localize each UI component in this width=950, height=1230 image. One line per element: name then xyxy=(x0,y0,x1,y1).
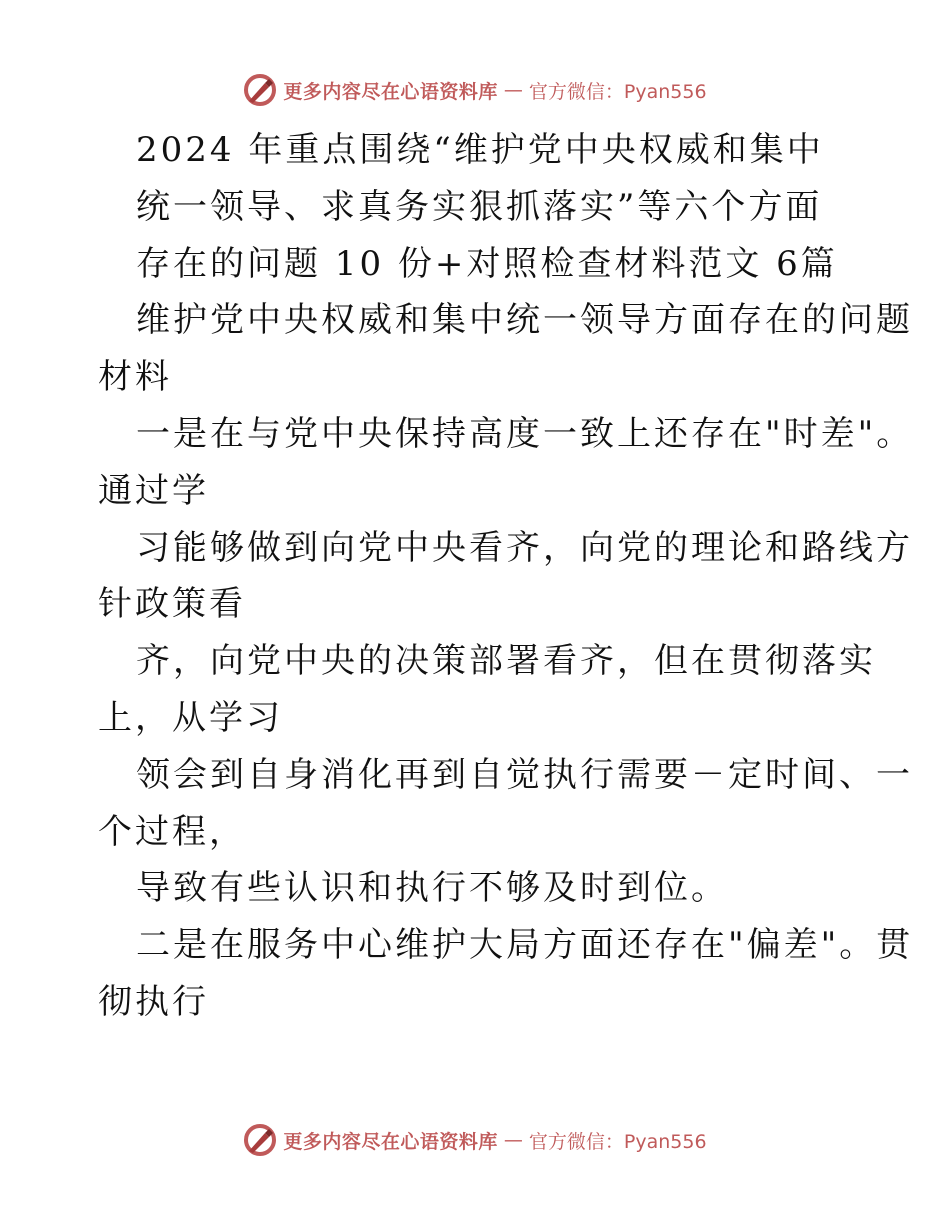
body-line: 维护党中央权威和集中统一领导方面存在的问题 xyxy=(136,300,913,341)
document-body xyxy=(98,122,914,1031)
footer-slogan: 更多内容尽在心语资料库 xyxy=(283,1130,498,1153)
red-pen-circle-logo-icon xyxy=(243,73,277,107)
body-line: 材料 xyxy=(98,357,172,398)
body-line: 习能够做到向党中央看齐，向党的理论和路线方 xyxy=(136,527,913,568)
body-line: 彻执行 xyxy=(98,981,209,1022)
body-line: 通过学 xyxy=(98,470,209,511)
body-line: 一是在与党中央保持高度一致上还存在"时差"。 xyxy=(136,413,914,454)
body-line: 导致有些认识和执行不够及时到位。 xyxy=(136,868,728,909)
body-line: 齐，向党中央的决策部署看齐，但在贯彻落实 xyxy=(136,641,876,682)
red-pen-circle-logo-icon xyxy=(243,1123,277,1157)
header-dash: — xyxy=(503,79,523,101)
footer-banner xyxy=(0,1120,950,1160)
title-line: 统一领导、求真务实狠抓落实”等六个方面 xyxy=(136,186,823,227)
body-line: 个过程， xyxy=(98,811,246,852)
header-slogan: 更多内容尽在心语资料库 xyxy=(283,80,498,103)
title-line: 存在的问题 10 份+对照检查材料范文 6篇 xyxy=(136,243,838,284)
title-line: 2024 年重点围绕“维护党中央权威和集中 xyxy=(136,130,824,170)
footer-dash: — xyxy=(503,1129,523,1151)
body-line: 领会到自身消化再到自觉执行需要－定时间、一 xyxy=(136,754,913,795)
body-line: 上，从学习 xyxy=(98,697,283,738)
body-line: 二是在服务中心维护大局方面还存在"偏差"。贯 xyxy=(136,925,914,966)
header-banner xyxy=(0,70,950,110)
header-wechat: 官方微信：Pyan556 xyxy=(528,80,707,103)
body-line: 针政策看 xyxy=(98,584,246,625)
footer-wechat: 官方微信：Pyan556 xyxy=(528,1130,707,1153)
